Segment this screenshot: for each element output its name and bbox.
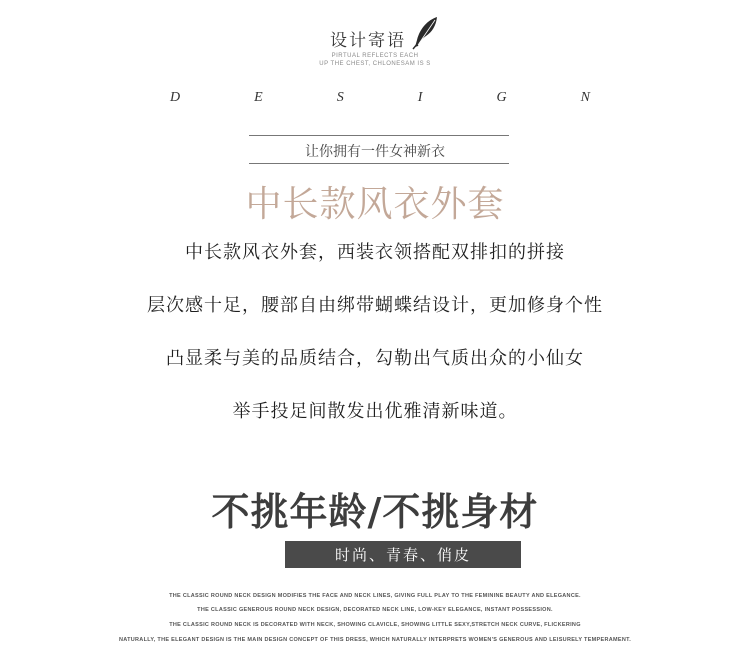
header-subtitle <box>300 52 450 68</box>
design-lettering <box>170 90 590 106</box>
tagline: 让你拥有一件女神新衣 <box>305 144 445 160</box>
description-line: 凸显柔与美的品质结合，勾勒出气质出众的小仙女 <box>166 348 584 369</box>
footer-text-line: NATURALLY, THE ELEGANT DESIGN IS THE MAIN DESIGN CONCEPT OF THIS DRESS, WHICH NATURALLY INTERPRETS WOMEN'S GENEROUS AND LEISURELY TEMPERAMENT. <box>118 637 632 643</box>
tagline-bottom-rule <box>249 163 509 164</box>
footer-text-line: THE CLASSIC GENEROUS ROUND NECK DESIGN, DECORATED NECK LINE, LOW-KEY ELEGANCE, INSTANT POSSESSION. <box>197 607 553 613</box>
footer-text-line: THE CLASSIC ROUND NECK DESIGN MODIFIES THE FACE AND NECK LINES, GIVING FULL PLAY TO THE FEMININE BEAUTY AND ELEGANCE. <box>169 593 581 599</box>
design-letter: D <box>170 90 181 105</box>
product-title: 中长款风衣外套 <box>245 184 505 225</box>
design-letter: G <box>496 90 507 105</box>
style-badge: 时尚、青春、俏皮 <box>285 541 521 568</box>
design-letter: S <box>336 90 344 105</box>
tagline-top-rule <box>249 135 509 136</box>
description-line: 举手投足间散发出优雅清新味道。 <box>232 401 518 422</box>
footer-text-line: THE CLASSIC ROUND NECK IS DECORATED WITH NECK, SHOWING CLAVICLE, SHOWING LITTLE SEXY,STRETCH NECK CURVE, FLICKERING <box>169 622 581 628</box>
slogan: 不挑年龄/不挑身材 <box>211 490 539 534</box>
header-subtitle-line-1: PIRTUAL REFLECTS EACH <box>331 53 419 59</box>
section-title: 设计寄语 <box>330 31 406 51</box>
feather-icon <box>410 16 440 50</box>
description-line: 层次感十足，腰部自由绑带蝴蝶结设计，更加修身个性 <box>147 295 603 316</box>
description-line: 中长款风衣外套，西装衣领搭配双排扣的拼接 <box>185 242 565 263</box>
design-letter: E <box>254 90 263 105</box>
design-letter: N <box>580 90 590 105</box>
design-letter: I <box>417 90 423 105</box>
header-subtitle-line-2: UP THE CHEST, CHLONESAM IS S <box>319 61 431 67</box>
